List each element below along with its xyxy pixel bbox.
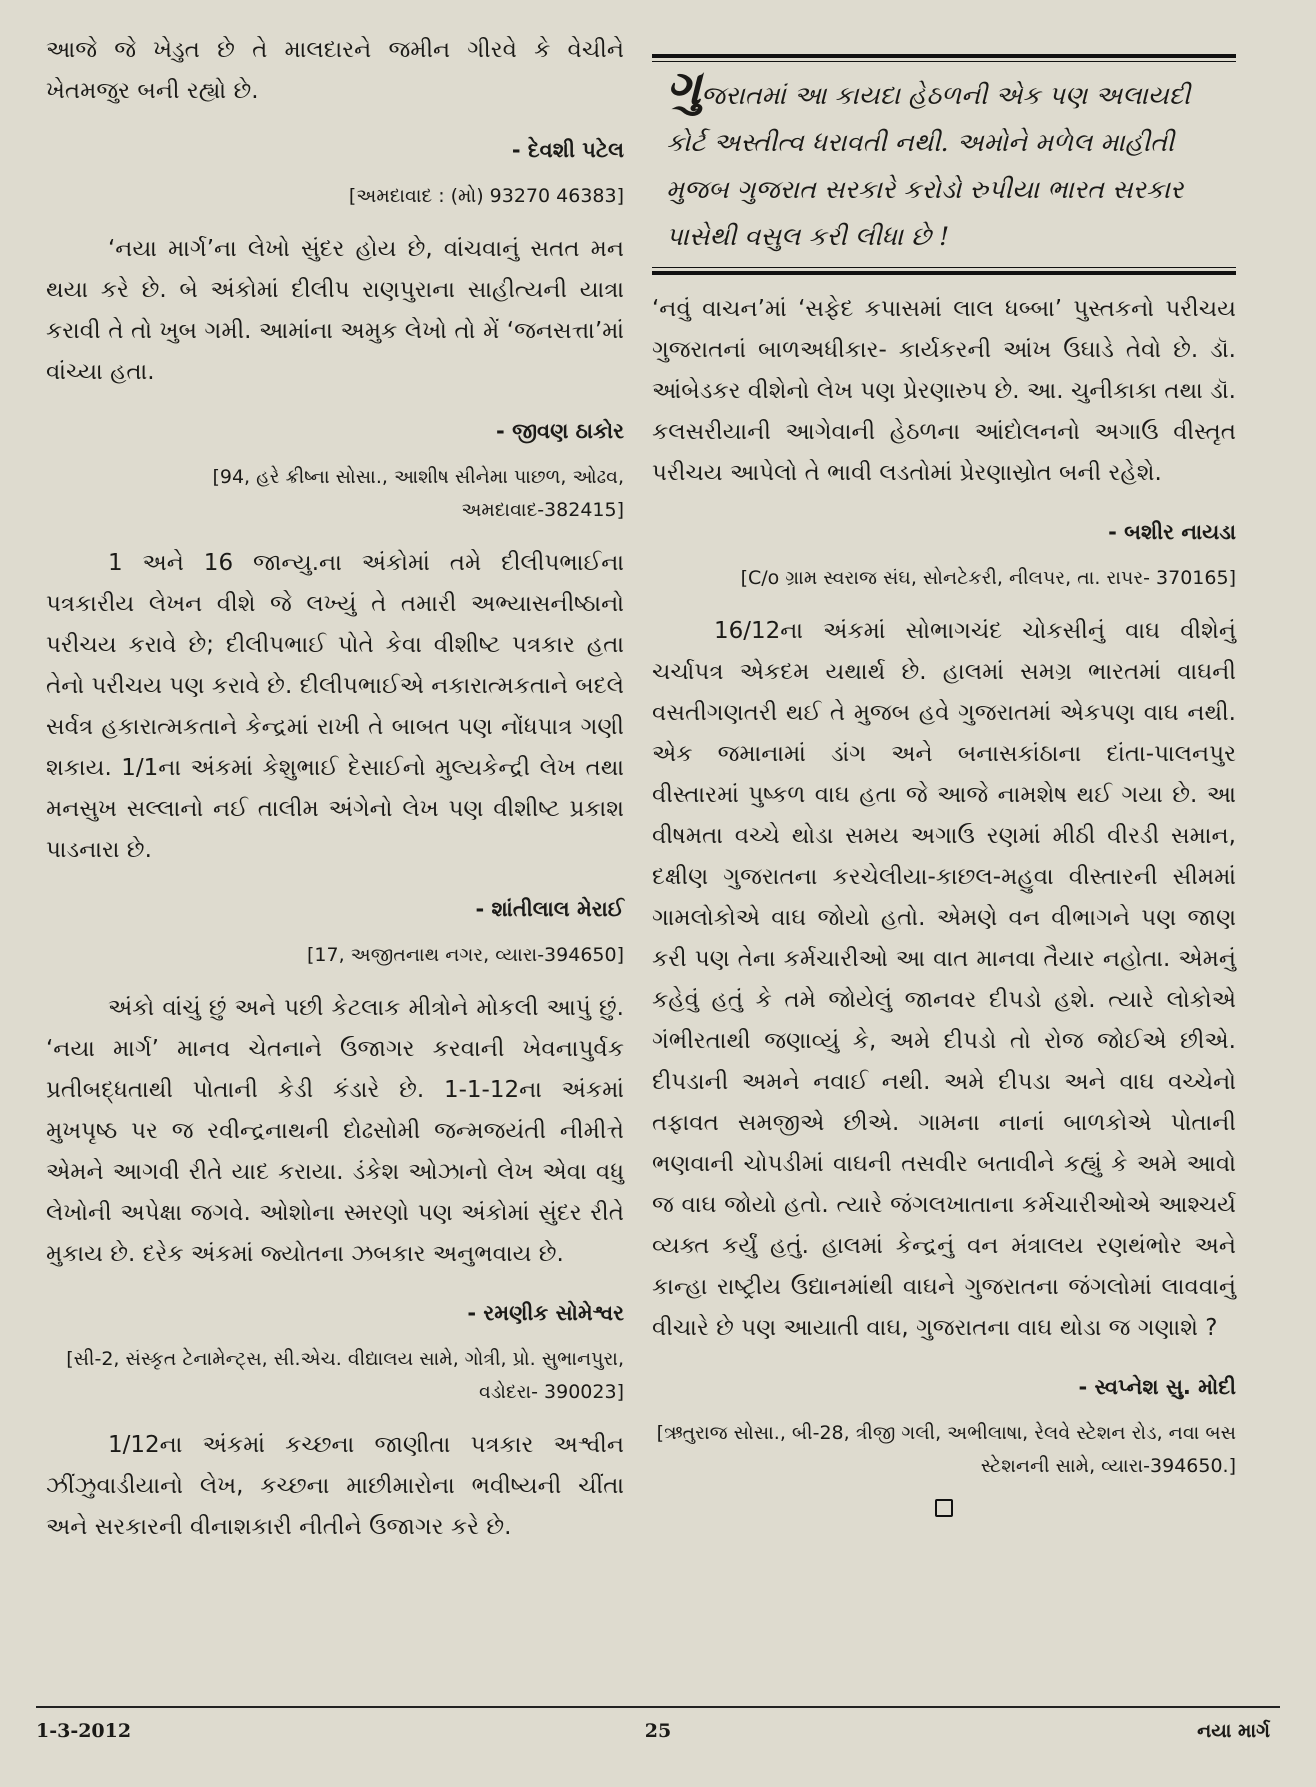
letter-signature: - શાંતીલાલ મેરાઈ <box>475 897 624 921</box>
pull-quote-text: જરાતમાં આ કાયદા હેઠળની એક પણ અલાયદી કોર્ટ અસ્તીત્વ ધરાવતી નથી. અમોને મળેલ માહીતી મુજબ ગુજરાત સરકારે કરોડો રુપીયા ભારત સરકાર પાસેથી વસુલ કરી લીધા છે ! <box>666 81 1191 252</box>
letter-text: ‘નવું વાચન’માં ‘સફેદ કપાસમાં લાલ ધબ્બા’ પુસ્તકનો પરીચય ગુજરાતનાં બાળઅધીકાર- કાર્યકરની આંખ ઉઘાડે તેવો છે. ડૉ. આંબેડકર વીશેનો લેખ પણ પ્રેરણારુપ છે. આ. ચુનીકાકા તથા ડૉ. કલસરીયાની આગેવાની હેઠળના આંદોલનનો અગાઉ વીસ્તૃત પરીચય આપેલો તે ભાવી લડતોમાં પ્રેરણાસ્રોત બની રહેશે. <box>652 296 1236 486</box>
letter-text: અંકો વાંચું છું અને પછી કેટલાક મીત્રોને મોકલી આપું છું. ‘નયા માર્ગ’ માનવ ચેતનાને ઉજાગર કરવાની ખેવનાપુર્વક પ્રતીબદ્ધતાથી પોતાની કેડી કંડારે છે. 1-1-12ના અંકમાં મુખપૃષ્ઠ પર જ રવીન્દ્રનાથની દોઢસોમી જન્મજયંતી નીમીત્તે એમને આગવી રીતે યાદ કરાયા. ડંકેશ ઓઝાનો લેખ એવા વધુ લેખોની અપેક્ષા જગવે. ઓશોના સ્મરણો પણ અંકોમાં સુંદર રીતે મુકાય છે. દરેક અંકમાં જ્યોતના ઝબકાર અનુભવાય છે. <box>46 995 624 1267</box>
letter-text: ‘નયા માર્ગ’ના લેખો સુંદર હોય છે, વાંચવાનું સતત મન થયા કરે છે. બે અંકોમાં દીલીપ રાણપુરાના સાહીત્યની યાત્રા કરાવી તે તો ખુબ ગમી. આમાંના અમુક લેખો તો મેં ‘જનસત્તા’માં વાંચ્યા હતા. <box>46 236 624 385</box>
letter-address: [94, હરે ક્રીષ્ના સોસા., આશીષ સીનેમા પાછળ, ઓઢવ, અમદાવાદ-382415] <box>212 466 624 521</box>
publication-name: નયા માર્ગ <box>1197 1720 1270 1742</box>
pull-quote <box>666 60 1224 261</box>
letter-address: [17, અજીતનાથ નગર, વ્યારા-394650] <box>307 944 624 966</box>
drop-cap: ગુ <box>666 60 702 116</box>
right-column <box>652 30 1236 1517</box>
pull-quote-box <box>652 54 1236 275</box>
issue-date: 1-3-2012 <box>36 1720 132 1742</box>
letter-address: [સી-2, સંસ્કૃત ટેનામેન્ટ્સ, સી.એચ. વીદ્યાલય સામે, ગોત્રી, પ્રો. સુભાનપુરા, વડોદરા- 390023] <box>66 1348 624 1403</box>
left-column <box>46 30 624 1548</box>
letter-text: આજે જે ખેડુત છે તે માલદારને જમીન ગીરવે કે વેચીને ખેતમજુર બની રહ્યો છે. <box>46 37 624 104</box>
letter-text: 16/12ના અંકમાં સોભાગચંદ ચોકસીનું વાઘ વીશેનું ચર્ચાપત્ર એકદમ યથાર્થ છે. હાલમાં સમગ્ર ભારતમાં વાઘની વસતીગણતરી થઈ તે મુજબ હવે ગુજરાતમાં એકપણ વાઘ નથી. એક જમાનામાં ડાંગ અને બનાસકાંઠાના દાંતા-પાલનપુર વીસ્તારમાં પુષ્કળ વાઘ હતા જે આજે નામશેષ થઈ ગયા છે. આ વીષમતા વચ્ચે થોડા સમય અગાઉ રણમાં મીઠી વીરડી સમાન, દક્ષીણ ગુજરાતના કરચેલીયા-કાછલ-મહુવા વીસ્તારની સીમમાં ગામલોકોએ વાઘ જોયો હતો. એમણે વન વીભાગને પણ જાણ કરી પણ તેના કર્મચારીઓ આ વાત માનવા તૈયાર નહોતા. એમનું કહેવું હતું કે તમે જોયેલું જાનવર દીપડો હશે. ત્યારે લોકોએ ગંભીરતાથી જણાવ્યું કે, અમે દીપડો તો રોજ જોઈએ છીએ. દીપડાની અમને નવાઈ નથી. અમે દીપડા અને વાઘ વચ્ચેનો તફાવત સમજીએ છીએ. ગામના નાનાં બાળકોએ પોતાની ભણવાની ચોપડીમાં વાઘની તસવીર બતાવીને કહ્યું કે અમે આવો જ વાઘ જોયો હતો. ત્યારે જંગલખાતાના કર્મચારીઓએ આશ્ચર્ય વ્યક્ત કર્યું હતું. હાલમાં કેન્દ્રનું વન મંત્રાલય રણથંભોર અને કાન્હા રાષ્ટ્રીય ઉદ્યાનમાંથી વાઘને ગુજરાતના જંગલોમાં લાવવાનું વીચારે છે પણ આયાતી વાઘ, ગુજરાતના વાઘ થોડા જ ગણાશે ? <box>652 618 1236 1341</box>
letter-text: 1/12ના અંકમાં કચ્છના જાણીતા પત્રકાર અશ્વીન ઝીંઝુવાડીયાનો લેખ, કચ્છના માછીમારોના ભવીષ્યની ચીંતા અને સરકારની વીનાશકારી નીતીને ઉજાગર કરે છે. <box>46 1432 624 1540</box>
letter-address: [ઋતુરાજ સોસા., બી-28, ત્રીજી ગલી, અભીલાષા, રેલવે સ્ટેશન રોડ, નવા બસ સ્ટેશનની સામે, વ્યારા-394650.] <box>656 1422 1236 1477</box>
letter-signature: - દેવશી પટેલ <box>511 138 624 162</box>
letter-signature: - સ્વપ્નેશ સુ. મોદી <box>1078 1375 1236 1399</box>
letter-signature: - જીવણ ઠાકોર <box>496 419 624 443</box>
letter-address: [અમદાવાદ : (મો) 93270 46383] <box>348 185 624 207</box>
end-of-article-box-icon <box>935 1499 953 1517</box>
letter-signature: - રમણીક સોમેશ્વર <box>467 1301 624 1325</box>
page-number: 25 <box>644 1720 672 1742</box>
letter-signature: - બશીર નાયડા <box>1108 520 1236 544</box>
letter-text: 1 અને 16 જાન્યુ.ના અંકોમાં તમે દીલીપભાઈના પત્રકારીય લેખન વીશે જે લખ્યું તે તમારી અભ્યાસનીષ્ઠાનો પરીચય કરાવે છે; દીલીપભાઈ પોતે કેવા વીશીષ્ટ પત્રકાર હતા તેનો પરીચય પણ કરાવે છે. દીલીપભાઈએ નકારાત્મકતાને બદલે સર્વત્ર હકારાત્મકતાને કેન્દ્રમાં રાખી તે બાબત પણ નોંધપાત્ર ગણી શકાય. 1/1ના અંકમાં કેશુભાઈ દેસાઈનો મુલ્યકેન્દ્રી લેખ તથા મનસુખ સલ્લાનો નઈ તાલીમ અંગેનો લેખ પણ વીશીષ્ટ પ્રકાશ પાડનારા છે. <box>46 550 624 863</box>
footer-divider <box>36 1706 1280 1708</box>
letter-address: [C/o ગ્રામ સ્વરાજ સંઘ, સોનટેકરી, નીલપર, તા. રાપર- 370165] <box>740 567 1236 589</box>
